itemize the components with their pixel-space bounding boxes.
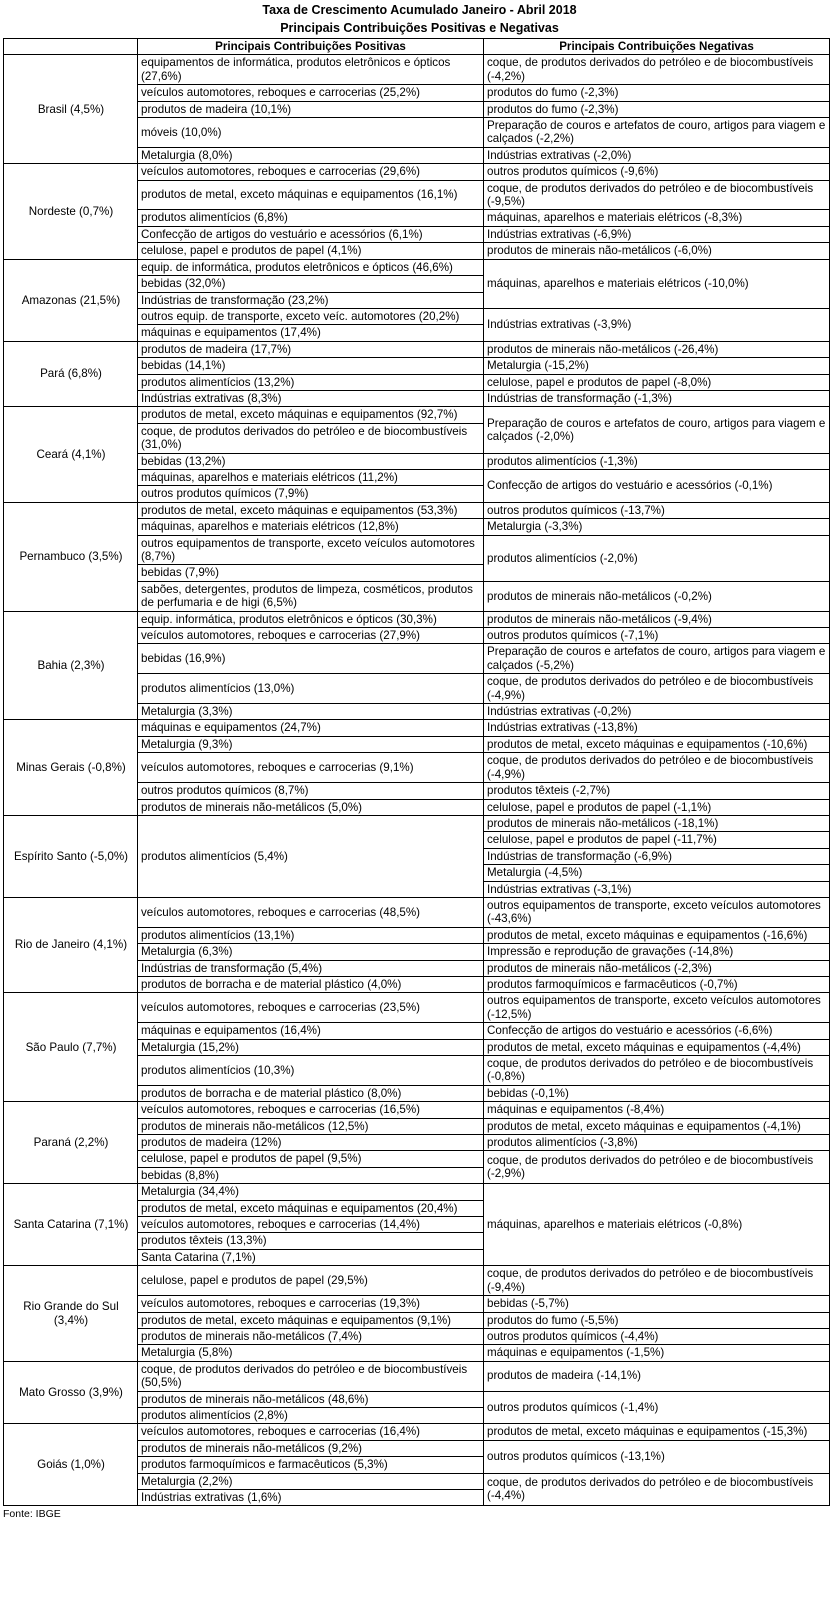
positive-contribution-cell: produtos de minerais não-metálicos (9,2%) — [138, 1440, 484, 1456]
positive-contribution-cell: produtos têxteis (13,3%) — [138, 1233, 484, 1249]
positive-contribution-cell: produtos alimentícios (13,0%) — [138, 674, 484, 704]
region-cell: Pernambuco (3,5%) — [4, 502, 138, 611]
positive-contribution-cell: Indústrias extrativas (1,6%) — [138, 1489, 484, 1505]
positive-contribution-cell: celulose, papel e produtos de papel (9,5%) — [138, 1151, 484, 1167]
positive-contribution-cell: produtos alimentícios (10,3%) — [138, 1056, 484, 1086]
negative-contribution-cell: produtos de metal, exceto máquinas e equipamentos (-16,6%) — [484, 927, 830, 943]
region-cell: Bahia (2,3%) — [4, 611, 138, 720]
positive-contribution-cell: veículos automotores, reboques e carrocerias (16,4%) — [138, 1424, 484, 1440]
negative-contribution-cell: produtos do fumo (-2,3%) — [484, 85, 830, 101]
table-row — [4, 1424, 830, 1440]
positive-contribution-cell: produtos de madeira (12%) — [138, 1135, 484, 1151]
negative-contribution-cell: Metalurgia (-15,2%) — [484, 358, 830, 374]
positive-contribution-cell: Metalurgia (3,3%) — [138, 704, 484, 720]
negative-contribution-cell: produtos alimentícios (-3,8%) — [484, 1135, 830, 1151]
positive-contribution-cell: Metalurgia (15,2%) — [138, 1039, 484, 1055]
negative-contribution-cell: produtos alimentícios (-2,0%) — [484, 535, 830, 581]
positive-contribution-cell: produtos de madeira (10,1%) — [138, 101, 484, 117]
region-cell: Nordeste (0,7%) — [4, 164, 138, 259]
negative-contribution-cell: produtos de metal, exceto máquinas e equipamentos (-10,6%) — [484, 736, 830, 752]
negative-contribution-cell: Preparação de couros e artefatos de couro, artigos para viagem e calçados (-5,2%) — [484, 644, 830, 674]
positive-contribution-cell: máquinas, aparelhos e materiais elétricos (12,8%) — [138, 519, 484, 535]
region-cell: Ceará (4,1%) — [4, 407, 138, 502]
positive-contribution-cell: produtos alimentícios (6,8%) — [138, 210, 484, 226]
negative-contribution-cell: coque, de produtos derivados do petróleo e de biocombustíveis (-4,4%) — [484, 1473, 830, 1506]
negative-contribution-cell: celulose, papel e produtos de papel (-11,7%) — [484, 832, 830, 848]
positive-contribution-cell: produtos de metal, exceto máquinas e equipamentos (53,3%) — [138, 502, 484, 518]
positive-contribution-cell: veículos automotores, reboques e carrocerias (9,1%) — [138, 753, 484, 783]
positive-contribution-cell: coque, de produtos derivados do petróleo e de biocombustíveis (50,5%) — [138, 1361, 484, 1391]
positive-contribution-cell: veículos automotores, reboques e carrocerias (29,6%) — [138, 164, 484, 180]
negative-contribution-cell: Indústrias extrativas (-0,2%) — [484, 704, 830, 720]
positive-contribution-cell: bebidas (13,2%) — [138, 453, 484, 469]
negative-contribution-cell: coque, de produtos derivados do petróleo e de biocombustíveis (-4,9%) — [484, 674, 830, 704]
negative-contribution-cell: produtos de metal, exceto máquinas e equipamentos (-4,4%) — [484, 1039, 830, 1055]
positive-contribution-cell: bebidas (8,8%) — [138, 1167, 484, 1183]
negative-contribution-cell: outros produtos químicos (-9,6%) — [484, 164, 830, 180]
negative-contribution-cell: Impressão e reprodução de gravações (-14,8%) — [484, 944, 830, 960]
negative-contribution-cell: Confecção de artigos do vestuário e acessórios (-0,1%) — [484, 469, 830, 502]
negative-contribution-cell: produtos de minerais não-metálicos (-18,1%) — [484, 815, 830, 831]
region-cell: Rio de Janeiro (4,1%) — [4, 897, 138, 992]
positive-contribution-cell: veículos automotores, reboques e carrocerias (25,2%) — [138, 85, 484, 101]
positive-contribution-cell: veículos automotores, reboques e carrocerias (48,5%) — [138, 897, 484, 927]
positive-contribution-cell: veículos automotores, reboques e carrocerias (14,4%) — [138, 1217, 484, 1233]
table-row — [4, 341, 830, 357]
region-cell: São Paulo (7,7%) — [4, 993, 138, 1102]
negative-contribution-cell: produtos de minerais não-metálicos (-2,3%) — [484, 960, 830, 976]
positive-contribution-cell: máquinas e equipamentos (16,4%) — [138, 1023, 484, 1039]
negative-contribution-cell: coque, de produtos derivados do petróleo e de biocombustíveis (-4,9%) — [484, 753, 830, 783]
positive-contribution-cell: produtos de madeira (17,7%) — [138, 341, 484, 357]
negative-contribution-cell: Indústrias extrativas (-13,8%) — [484, 720, 830, 736]
negative-contribution-cell: Confecção de artigos do vestuário e acessórios (-6,6%) — [484, 1023, 830, 1039]
region-cell: Minas Gerais (-0,8%) — [4, 720, 138, 815]
negative-contribution-cell: outros produtos químicos (-7,1%) — [484, 628, 830, 644]
negative-contribution-cell: Indústrias extrativas (-3,1%) — [484, 881, 830, 897]
negative-contribution-cell: outros equipamentos de transporte, exceto veículos automotores (-12,5%) — [484, 993, 830, 1023]
positive-contribution-cell: máquinas, aparelhos e materiais elétricos (11,2%) — [138, 469, 484, 485]
region-cell: Amazonas (21,5%) — [4, 259, 138, 341]
positive-contribution-cell: Indústrias de transformação (23,2%) — [138, 292, 484, 308]
positive-contribution-cell: produtos de metal, exceto máquinas e equipamentos (20,4%) — [138, 1200, 484, 1216]
negative-contribution-cell: máquinas e equipamentos (-1,5%) — [484, 1345, 830, 1361]
header-negative: Principais Contribuições Negativas — [484, 39, 830, 55]
positive-contribution-cell: Metalurgia (5,8%) — [138, 1345, 484, 1361]
positive-contribution-cell: outros equipamentos de transporte, exceto veículos automotores (8,7%) — [138, 535, 484, 565]
positive-contribution-cell: produtos de metal, exceto máquinas e equipamentos (92,7%) — [138, 407, 484, 423]
positive-contribution-cell: outros equip. de transporte, exceto veíc. automotores (20,2%) — [138, 308, 484, 324]
positive-contribution-cell: produtos alimentícios (2,8%) — [138, 1407, 484, 1423]
positive-contribution-cell: Metalurgia (9,3%) — [138, 736, 484, 752]
positive-contribution-cell: veículos automotores, reboques e carrocerias (19,3%) — [138, 1296, 484, 1312]
positive-contribution-cell: equip. informática, produtos eletrônicos e ópticos (30,3%) — [138, 611, 484, 627]
negative-contribution-cell: produtos do fumo (-5,5%) — [484, 1312, 830, 1328]
positive-contribution-cell: Metalurgia (6,3%) — [138, 944, 484, 960]
positive-contribution-cell: Metalurgia (2,2%) — [138, 1473, 484, 1489]
negative-contribution-cell: coque, de produtos derivados do petróleo e de biocombustíveis (-9,4%) — [484, 1266, 830, 1296]
region-cell: Espírito Santo (-5,0%) — [4, 815, 138, 897]
positive-contribution-cell: produtos de metal, exceto máquinas e equipamentos (16,1%) — [138, 180, 484, 210]
positive-contribution-cell: veículos automotores, reboques e carrocerias (16,5%) — [138, 1102, 484, 1118]
negative-contribution-cell: outros produtos químicos (-4,4%) — [484, 1328, 830, 1344]
negative-contribution-cell: Indústrias extrativas (-6,9%) — [484, 226, 830, 242]
table-title: Taxa de Crescimento Acumulado Janeiro - Abril 2018 — [262, 3, 577, 17]
positive-contribution-cell: máquinas e equipamentos (17,4%) — [138, 325, 484, 341]
contributions-table — [3, 38, 830, 1506]
table-row — [4, 611, 830, 627]
region-cell: Rio Grande do Sul (3,4%) — [4, 1266, 138, 1361]
region-cell: Paraná (2,2%) — [4, 1102, 138, 1184]
negative-contribution-cell: Indústrias extrativas (-2,0%) — [484, 147, 830, 163]
region-cell: Santa Catarina (7,1%) — [4, 1184, 138, 1266]
positive-contribution-cell: celulose, papel e produtos de papel (29,5%) — [138, 1266, 484, 1296]
negative-contribution-cell: Preparação de couros e artefatos de couro, artigos para viagem e calçados (-2,2%) — [484, 118, 830, 148]
negative-contribution-cell: outros produtos químicos (-13,7%) — [484, 502, 830, 518]
positive-contribution-cell: Confecção de artigos do vestuário e acessórios (6,1%) — [138, 226, 484, 242]
positive-contribution-cell: bebidas (14,1%) — [138, 358, 484, 374]
positive-contribution-cell: Santa Catarina (7,1%) — [138, 1249, 484, 1265]
positive-contribution-cell: bebidas (16,9%) — [138, 644, 484, 674]
region-cell: Pará (6,8%) — [4, 341, 138, 407]
positive-contribution-cell: produtos de minerais não-metálicos (48,6%) — [138, 1391, 484, 1407]
positive-contribution-cell: Indústrias extrativas (8,3%) — [138, 390, 484, 406]
positive-contribution-cell: outros produtos químicos (7,9%) — [138, 486, 484, 502]
negative-contribution-cell: máquinas, aparelhos e materiais elétricos (-10,0%) — [484, 259, 830, 308]
positive-contribution-cell: Indústrias de transformação (5,4%) — [138, 960, 484, 976]
positive-contribution-cell: bebidas (7,9%) — [138, 565, 484, 581]
positive-contribution-cell: produtos de minerais não-metálicos (5,0%) — [138, 799, 484, 815]
negative-contribution-cell: outros produtos químicos (-13,1%) — [484, 1440, 830, 1473]
positive-contribution-cell: Metalurgia (8,0%) — [138, 147, 484, 163]
negative-contribution-cell: máquinas, aparelhos e materiais elétricos (-8,3%) — [484, 210, 830, 226]
header-positive: Principais Contribuições Positivas — [138, 39, 484, 55]
positive-contribution-cell: máquinas e equipamentos (24,7%) — [138, 720, 484, 736]
negative-contribution-cell: máquinas, aparelhos e materiais elétricos (-0,8%) — [484, 1184, 830, 1266]
negative-contribution-cell: produtos de minerais não-metálicos (-9,4%) — [484, 611, 830, 627]
positive-contribution-cell: equip. de informática, produtos eletrônicos e ópticos (46,6%) — [138, 259, 484, 275]
table-row — [4, 259, 830, 275]
positive-contribution-cell: veículos automotores, reboques e carrocerias (23,5%) — [138, 993, 484, 1023]
header-region — [4, 39, 138, 55]
table-subtitle: Principais Contribuições Positivas e Negativas — [280, 21, 559, 35]
negative-contribution-cell: Indústrias extrativas (-3,9%) — [484, 308, 830, 341]
table-row — [4, 815, 830, 831]
header-row — [4, 39, 830, 55]
negative-contribution-cell: celulose, papel e produtos de papel (-1,1%) — [484, 799, 830, 815]
positive-contribution-cell: equipamentos de informática, produtos eletrônicos e ópticos (27,6%) — [138, 55, 484, 85]
negative-contribution-cell: outros equipamentos de transporte, exceto veículos automotores (-43,6%) — [484, 897, 830, 927]
table-body — [4, 55, 830, 1506]
negative-contribution-cell: produtos de minerais não-metálicos (-26,4%) — [484, 341, 830, 357]
negative-contribution-cell: produtos de metal, exceto máquinas e equipamentos (-15,3%) — [484, 1424, 830, 1440]
negative-contribution-cell: coque, de produtos derivados do petróleo e de biocombustíveis (-0,8%) — [484, 1056, 830, 1086]
negative-contribution-cell: produtos de metal, exceto máquinas e equipamentos (-4,1%) — [484, 1118, 830, 1134]
positive-contribution-cell: produtos alimentícios (13,1%) — [138, 927, 484, 943]
positive-contribution-cell: sabões, detergentes, produtos de limpeza, cosméticos, produtos de perfumaria e de higi (6,5%) — [138, 581, 484, 611]
negative-contribution-cell: Metalurgia (-4,5%) — [484, 865, 830, 881]
negative-contribution-cell: coque, de produtos derivados do petróleo e de biocombustíveis (-4,2%) — [484, 55, 830, 85]
positive-contribution-cell: produtos de minerais não-metálicos (7,4%) — [138, 1328, 484, 1344]
positive-contribution-cell: produtos alimentícios (5,4%) — [138, 815, 484, 897]
negative-contribution-cell: produtos do fumo (-2,3%) — [484, 101, 830, 117]
positive-contribution-cell: coque, de produtos derivados do petróleo e de biocombustíveis (31,0%) — [138, 423, 484, 453]
negative-contribution-cell: coque, de produtos derivados do petróleo e de biocombustíveis (-2,9%) — [484, 1151, 830, 1184]
negative-contribution-cell: Metalurgia (-3,3%) — [484, 519, 830, 535]
region-cell: Mato Grosso (3,9%) — [4, 1361, 138, 1424]
negative-contribution-cell: produtos farmoquímicos e farmacêuticos (-0,7%) — [484, 976, 830, 992]
positive-contribution-cell: produtos alimentícios (13,2%) — [138, 374, 484, 390]
positive-contribution-cell: celulose, papel e produtos de papel (4,1%) — [138, 243, 484, 259]
negative-contribution-cell: produtos de madeira (-14,1%) — [484, 1361, 830, 1391]
table-row — [4, 502, 830, 518]
negative-contribution-cell: Indústrias de transformação (-6,9%) — [484, 848, 830, 864]
positive-contribution-cell: outros produtos químicos (8,7%) — [138, 783, 484, 799]
negative-contribution-cell: celulose, papel e produtos de papel (-8,0%) — [484, 374, 830, 390]
positive-contribution-cell: produtos farmoquímicos e farmacêuticos (5,3%) — [138, 1457, 484, 1473]
positive-contribution-cell: produtos de metal, exceto máquinas e equipamentos (9,1%) — [138, 1312, 484, 1328]
positive-contribution-cell: veículos automotores, reboques e carrocerias (27,9%) — [138, 628, 484, 644]
negative-contribution-cell: coque, de produtos derivados do petróleo e de biocombustíveis (-9,5%) — [484, 180, 830, 210]
negative-contribution-cell: outros produtos químicos (-1,4%) — [484, 1391, 830, 1424]
table-row — [4, 1184, 830, 1200]
positive-contribution-cell: produtos de borracha e de material plástico (8,0%) — [138, 1085, 484, 1101]
positive-contribution-cell: produtos de minerais não-metálicos (12,5%) — [138, 1118, 484, 1134]
region-cell: Goiás (1,0%) — [4, 1424, 138, 1506]
table-row — [4, 720, 830, 736]
table-row — [4, 407, 830, 423]
negative-contribution-cell: Indústrias de transformação (-1,3%) — [484, 390, 830, 406]
negative-contribution-cell: produtos têxteis (-2,7%) — [484, 783, 830, 799]
negative-contribution-cell: Preparação de couros e artefatos de couro, artigos para viagem e calçados (-2,0%) — [484, 407, 830, 453]
region-cell: Brasil (4,5%) — [4, 55, 138, 164]
negative-contribution-cell: produtos de minerais não-metálicos (-0,2%) — [484, 581, 830, 611]
positive-contribution-cell: móveis (10,0%) — [138, 118, 484, 148]
negative-contribution-cell: bebidas (-5,7%) — [484, 1296, 830, 1312]
positive-contribution-cell: bebidas (32,0%) — [138, 276, 484, 292]
table-row — [4, 1102, 830, 1118]
negative-contribution-cell: produtos de minerais não-metálicos (-6,0%) — [484, 243, 830, 259]
negative-contribution-cell: máquinas e equipamentos (-8,4%) — [484, 1102, 830, 1118]
positive-contribution-cell: Metalurgia (34,4%) — [138, 1184, 484, 1200]
source-note: Fonte: IBGE — [3, 1508, 61, 1521]
negative-contribution-cell: produtos alimentícios (-1,3%) — [484, 453, 830, 469]
positive-contribution-cell: produtos de borracha e de material plástico (4,0%) — [138, 976, 484, 992]
table-row — [4, 164, 830, 180]
negative-contribution-cell: bebidas (-0,1%) — [484, 1085, 830, 1101]
